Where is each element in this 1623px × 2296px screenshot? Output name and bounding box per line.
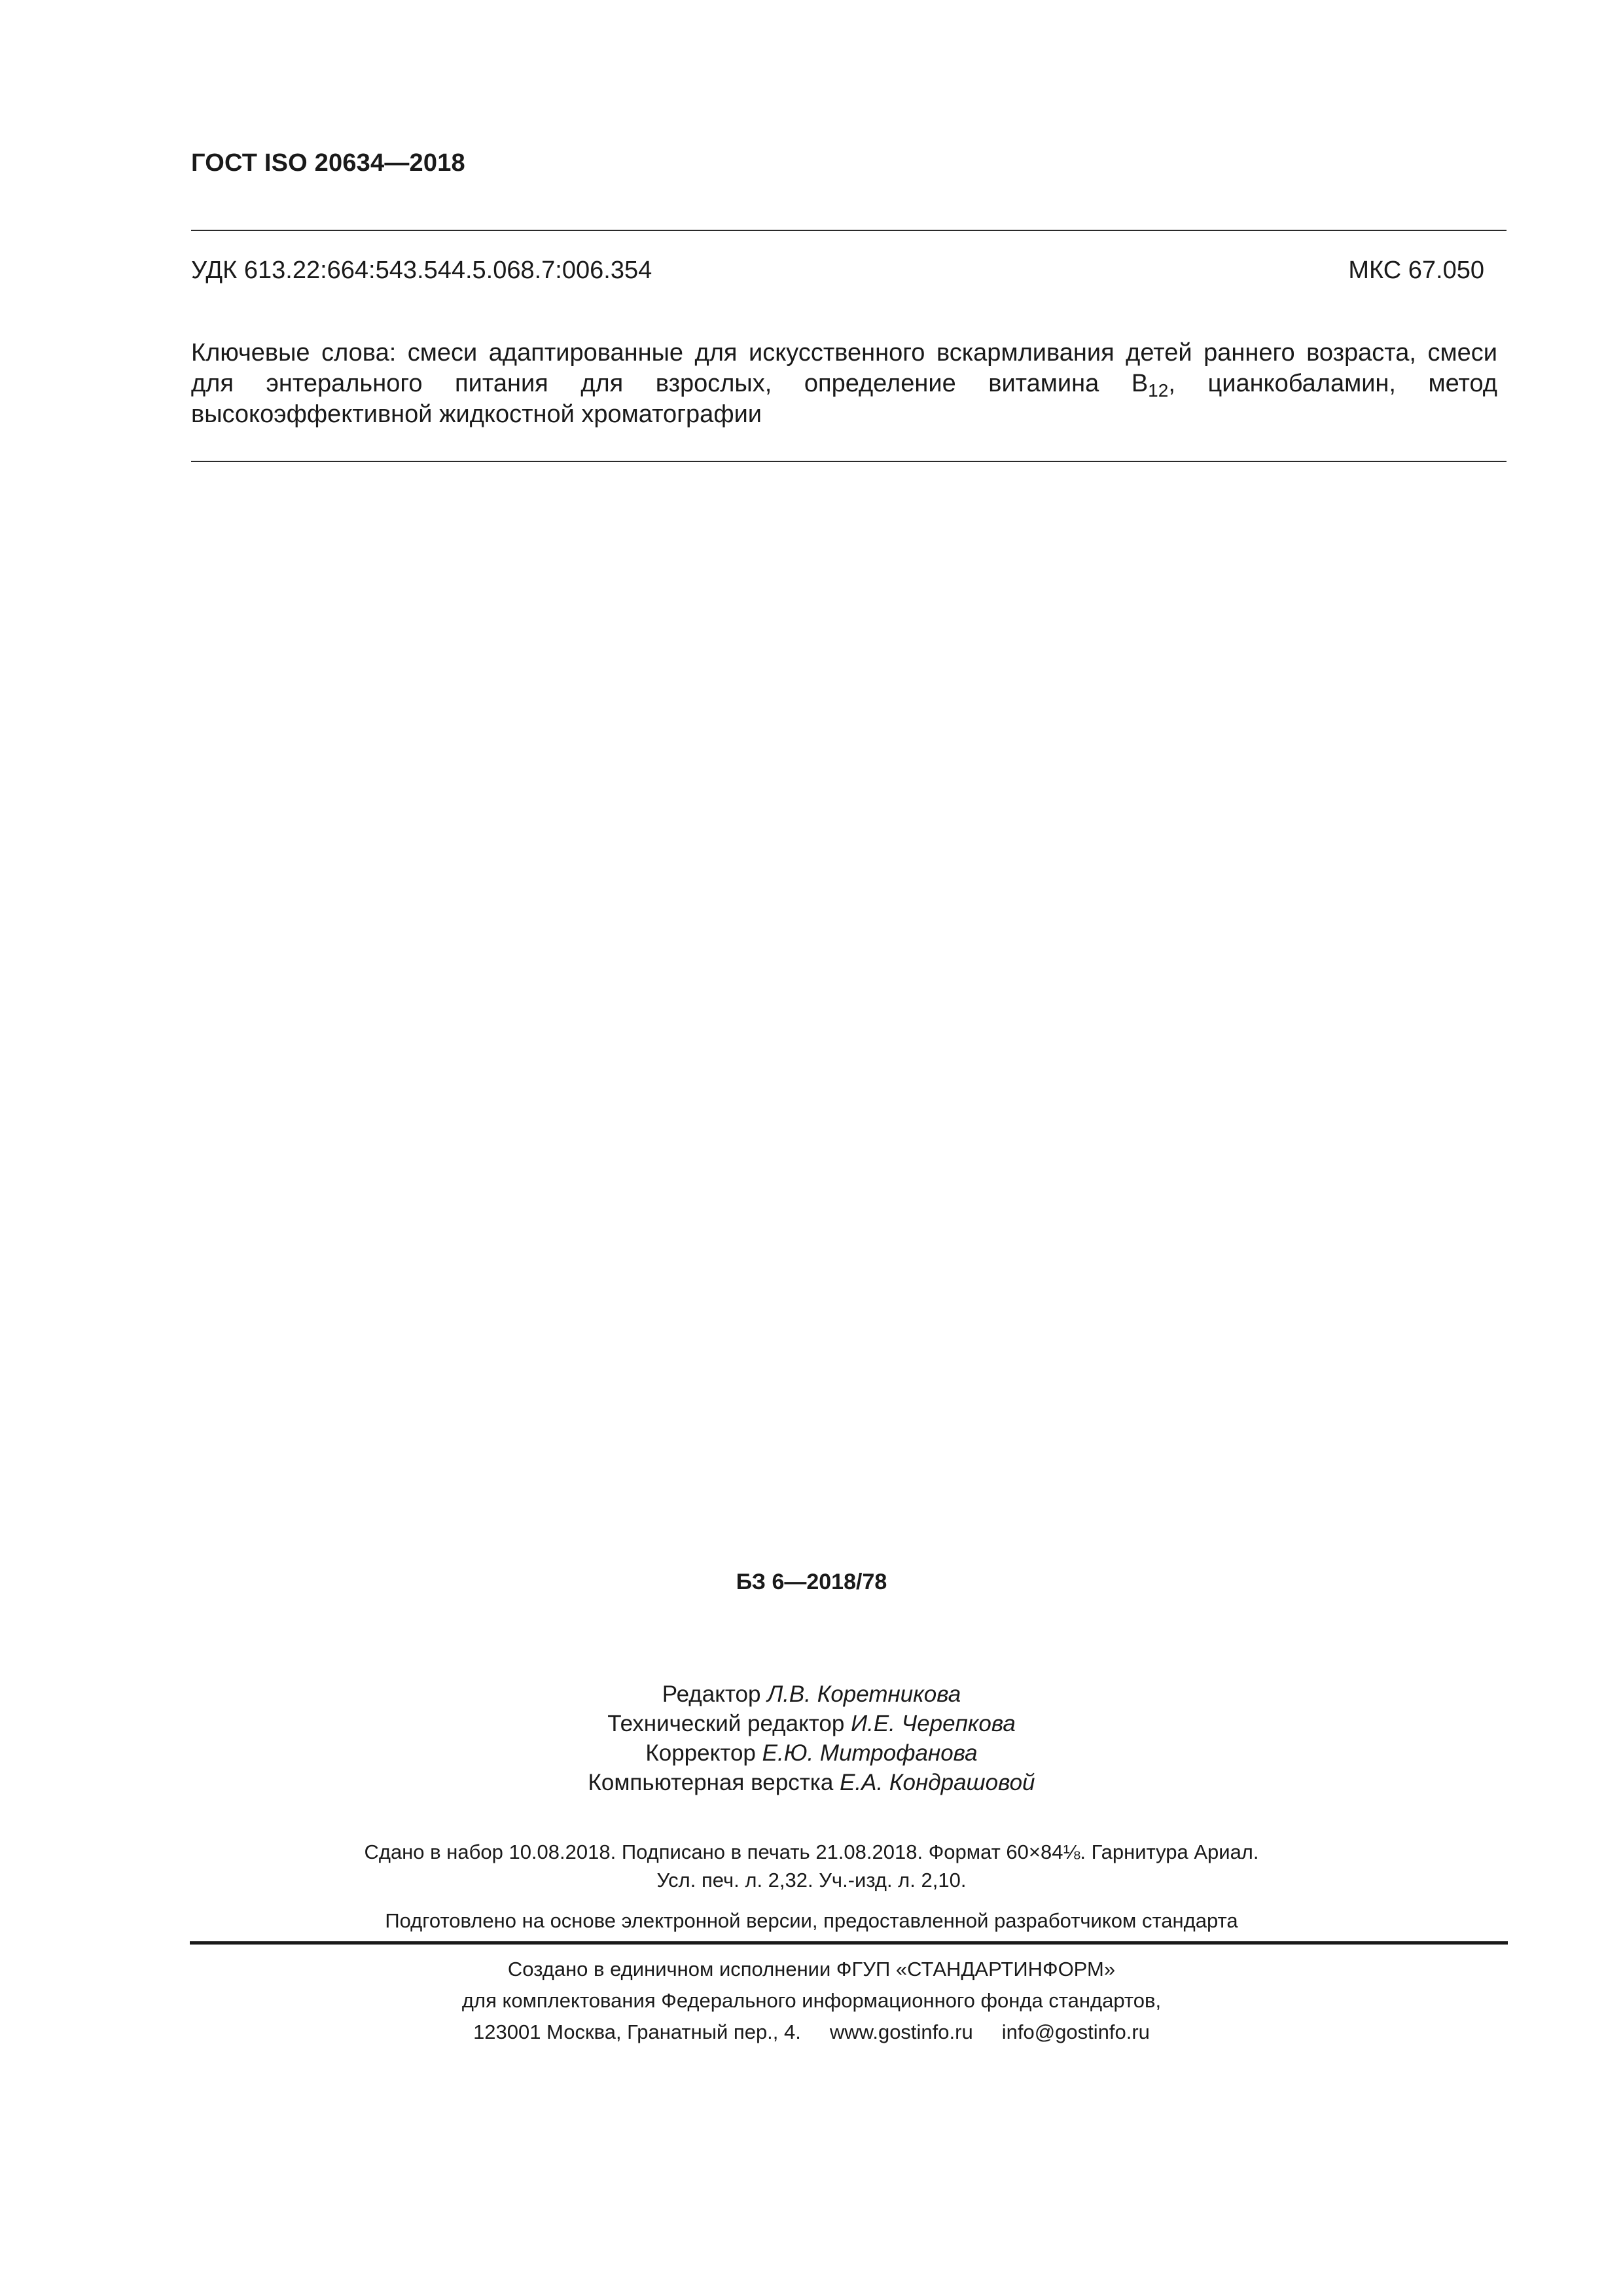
credit-tech-editor [0, 1709, 1623, 1738]
imprint-line-1: Сдано в набор 10.08.2018. Подписано в печать 21.08.2018. Формат 60×84⅛. Гарнитура Ариал. [364, 1840, 1259, 1863]
credit-layout [0, 1768, 1623, 1797]
publisher-line-2: для комплектования Федерального информационного фонда стандартов, [461, 1989, 1162, 2012]
credit-editor [0, 1679, 1623, 1709]
keywords-divider [191, 461, 1507, 462]
top-divider [191, 230, 1507, 231]
credit-name: И.Е. Черепкова [851, 1711, 1016, 1736]
publisher-address: 123001 Москва, Гранатный пер., 4. [473, 2020, 801, 2043]
credit-role: Компьютерная верстка [588, 1770, 834, 1795]
credit-proofreader [0, 1738, 1623, 1768]
imprint-block [0, 1838, 1623, 1894]
credit-name: Л.В. Коретникова [767, 1681, 961, 1707]
imprint-line-2: Усл. печ. л. 2,32. Уч.-изд. л. 2,10. [656, 1869, 967, 1892]
credit-role: Редактор [662, 1681, 761, 1707]
publisher-block [0, 1954, 1623, 2048]
keywords-text-continued: , цианкобаламин, метод высокоэффективной жидкостной хроматографии [191, 370, 1497, 428]
keywords-paragraph [191, 338, 1497, 430]
publisher-email-link[interactable]: info@gostinfo.ru [1001, 2020, 1150, 2043]
prepared-note: Подготовлено на основе электронной версии, предоставленной разработчиком стандарта [385, 1909, 1238, 1932]
credits-block [0, 1679, 1623, 1797]
bottom-divider [190, 1941, 1508, 1945]
publisher-contacts [0, 2017, 1623, 2048]
mks-code: МКС 67.050 [1348, 257, 1484, 284]
document-code: ГОСТ ISO 20634—2018 [191, 149, 465, 177]
edition-number: БЗ 6—2018/78 [736, 1570, 887, 1594]
credit-role: Технический редактор [607, 1711, 845, 1736]
keywords-text: Ключевые слова: смеси адаптированные для искусственного вскармливания детей раннего возраста, смеси для энтерального питания для взрослых, определение витамина B [191, 339, 1497, 397]
udc-code: УДК 613.22:664:543.544.5.068.7:006.354 [191, 257, 652, 284]
vitamin-subscript: 12 [1148, 380, 1169, 401]
credit-name: Е.А. Кондрашовой [840, 1770, 1035, 1795]
publisher-line-1: Создано в единичном исполнении ФГУП «СТАНДАРТИНФОРМ» [507, 1958, 1116, 1981]
credit-role: Корректор [645, 1740, 756, 1766]
credit-name: Е.Ю. Митрофанова [762, 1740, 978, 1766]
publisher-website-link[interactable]: www.gostinfo.ru [829, 2020, 973, 2043]
